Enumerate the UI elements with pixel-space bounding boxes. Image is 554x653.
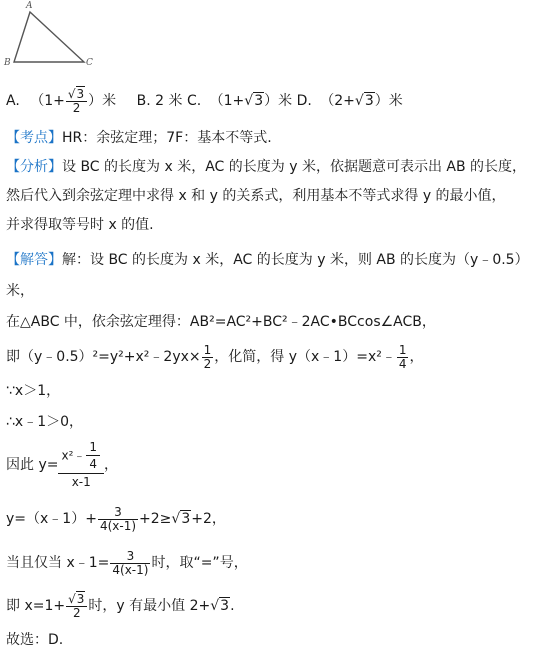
jieda-tag: 【解答】	[6, 252, 62, 268]
label-b: B	[4, 58, 11, 68]
option-d-label: D.	[296, 93, 312, 109]
fenxi-tag: 【分析】	[6, 159, 62, 175]
option-a-fraction: $\frac{√3}{2}$	[66, 88, 87, 115]
triangle-abc	[14, 12, 84, 62]
jieda-line-11: 故选：D.	[6, 632, 64, 648]
label-a: A	[26, 1, 33, 11]
option-a-pre: （1+	[30, 93, 65, 109]
jieda-line-1: 【解答】解：设 BC 的长度为 x 米，AC 的长度为 y 米，则 AB 的长度为（y﹣0.5）	[6, 252, 529, 268]
jieda-line-5: ∵x＞1，	[6, 383, 61, 399]
option-d-pre: （2+	[320, 93, 355, 109]
jieda-line-9: 当且仅当 x﹣1= $\frac{3}{4(x-1)}$ 时，取“=”号，	[6, 548, 248, 577]
y-fraction: x²﹣ $\frac{1}{4}$ x-1	[58, 440, 104, 490]
jieda-line-8: y=（x﹣1）+ $\frac{3}{4(x-1)}$ +2≥√3+2，	[6, 504, 226, 533]
option-c-pre: （1+	[209, 93, 245, 109]
kaodian-tag: 【考点】	[6, 130, 62, 146]
jieda-line-3: 在△ABC 中，依余弦定理得：AB²=AC²+BC²﹣2AC•BCcos∠ACB，	[6, 314, 436, 330]
fenxi-line-3: 并求得取等号时 x 的值.	[6, 217, 154, 233]
option-b-text: 2 米	[155, 93, 183, 109]
kaodian-text: HR：余弦定理；7F：基本不等式.	[62, 130, 272, 146]
option-c-label: C.	[186, 93, 202, 109]
jieda-line-4: 即（y﹣0.5）²=y²+x²﹣2yx× $\frac{1}{2}$ ，化简，得 y（x﹣1）=x²﹣ $\frac{1}{4}$ ，	[6, 342, 424, 371]
fenxi-line-1: 【分析】设 BC 的长度为 x 米，AC 的长度为 y 米，依据题意可表示出 AB 的长度，	[6, 159, 527, 175]
label-c: C	[86, 58, 93, 68]
option-d-post: ）米	[374, 93, 403, 109]
kaodian-line	[6, 128, 272, 148]
fenxi-line-2: 然后代入到余弦定理中求得 x 和 y 的关系式，利用基本不等式求得 y 的最小值，	[6, 188, 506, 204]
jieda-line-7: 因此 y= x²﹣ $\frac{1}{4}$ x-1 ，	[6, 440, 119, 489]
option-c-post: ）米	[264, 93, 293, 109]
option-b-label: B.	[136, 93, 151, 109]
option-a-post: ）米	[88, 93, 117, 109]
triangle-figure	[0, 0, 110, 80]
jieda-line-2: 米，	[6, 283, 34, 299]
jieda-line-10: 即 x=1+ $\frac{√3}{2}$ 时，y 有最小值 2+√3.	[6, 591, 235, 620]
option-a-label: A.	[6, 93, 20, 109]
options-line: A. （1+ $\frac{√3}{2}$ ）米 B. 2 米 C. （1+√3）米 D. （2+√3）米	[6, 86, 403, 115]
jieda-line-6: ∴x﹣1＞0，	[6, 414, 84, 430]
